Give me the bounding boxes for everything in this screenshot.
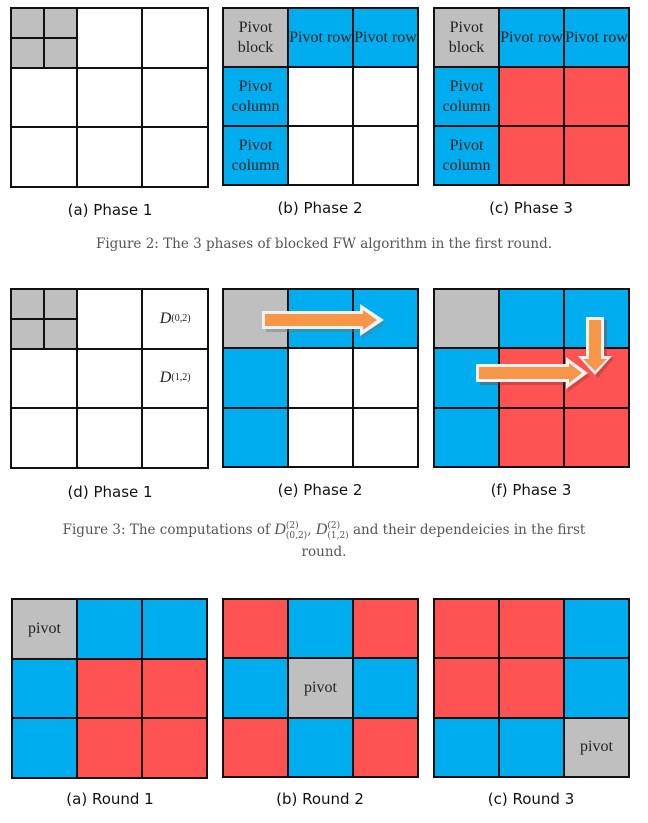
- block: [78, 350, 142, 408]
- block: [435, 659, 498, 716]
- panel-label: (a) Round 1: [66, 790, 154, 808]
- block: [143, 409, 207, 467]
- pivot-row: Pivot row: [289, 9, 352, 66]
- block: [12, 350, 76, 408]
- block: [224, 719, 287, 776]
- block: [78, 660, 141, 718]
- block: [12, 409, 76, 467]
- block: [354, 719, 417, 776]
- phase2-grid: [222, 7, 419, 186]
- block: [354, 127, 417, 184]
- block: [565, 659, 628, 716]
- block: [500, 68, 563, 125]
- block: [354, 659, 417, 716]
- figure-caption: Figure 3: The computations of D (2) (0,2) , D (2) (1,2) and their dependeicies in the first round.: [62, 520, 586, 560]
- pivot-column: Pivot column: [435, 127, 498, 184]
- phase1-grid: [10, 7, 209, 188]
- block: [500, 659, 563, 716]
- d02-label: D (0,2): [143, 290, 207, 348]
- block: [78, 290, 142, 348]
- panel-label: (b) Phase 2: [277, 199, 363, 217]
- block: [565, 127, 628, 184]
- block: [13, 719, 76, 777]
- block: [354, 409, 417, 466]
- block: [143, 660, 206, 718]
- round2-grid: [222, 598, 419, 778]
- phase1-grid: [10, 288, 209, 469]
- pivot-block: Pivot block: [224, 9, 287, 66]
- block: [78, 69, 142, 127]
- block: [224, 600, 287, 657]
- pivot-column: Pivot column: [224, 127, 287, 184]
- block: [143, 719, 206, 777]
- block: [12, 128, 76, 186]
- phase3-grid: [433, 7, 630, 186]
- block: [224, 659, 287, 716]
- panel-label: (c) Phase 3: [489, 199, 573, 217]
- block: [143, 128, 207, 186]
- block: [289, 349, 352, 406]
- block: [500, 719, 563, 776]
- block: [354, 349, 417, 406]
- block: [13, 660, 76, 718]
- pivot-column: [435, 409, 498, 466]
- panel-label: (f) Phase 3: [490, 481, 572, 499]
- block: [354, 600, 417, 657]
- d12-label: D (1,2): [143, 350, 207, 408]
- block: [78, 719, 141, 777]
- panel-label: (c) Round 3: [487, 790, 575, 808]
- round3-grid: [433, 598, 630, 778]
- block: [565, 600, 628, 657]
- block: [143, 600, 206, 658]
- panel-label: (d) Phase 1: [67, 483, 153, 501]
- pivot-row: Pivot row: [354, 9, 417, 66]
- block: [289, 600, 352, 657]
- block: [12, 69, 76, 127]
- right-arrow-icon: [474, 356, 594, 396]
- pivot-row: [500, 290, 563, 347]
- pivot-column: [224, 409, 287, 466]
- round1-grid: [11, 598, 208, 779]
- block: [78, 409, 142, 467]
- right-arrow-icon: [260, 303, 390, 343]
- pivot-block: pivot: [565, 719, 628, 776]
- block: [500, 127, 563, 184]
- pivot-column: [224, 349, 287, 406]
- block: [289, 127, 352, 184]
- panel-label: (e) Phase 2: [277, 481, 363, 499]
- pivot-row: Pivot row: [500, 9, 563, 66]
- pivot-column: Pivot column: [224, 68, 287, 125]
- block: [78, 128, 142, 186]
- pivot-block: Pivot block: [435, 9, 498, 66]
- block: [435, 719, 498, 776]
- pivot-block: [435, 290, 498, 347]
- panel-label: (b) Round 2: [276, 790, 364, 808]
- block: [354, 68, 417, 125]
- block: [289, 68, 352, 125]
- block: [435, 600, 498, 657]
- panel-label: (a) Phase 1: [67, 201, 153, 219]
- block: [565, 68, 628, 125]
- figure-caption: Figure 2: The 3 phases of blocked FW algorithm in the first round.: [95, 236, 553, 252]
- pivot-row: Pivot row: [565, 9, 628, 66]
- block: [143, 69, 207, 127]
- down-arrow-icon: [578, 316, 618, 378]
- pivot-block: pivot: [289, 659, 352, 716]
- block: [143, 9, 207, 67]
- block: [289, 409, 352, 466]
- block: [565, 409, 628, 466]
- pivot-column: Pivot column: [435, 68, 498, 125]
- block: [78, 600, 141, 658]
- pivot-block: pivot: [13, 600, 76, 658]
- pivot-block-subdivided: [12, 9, 76, 67]
- block: [500, 409, 563, 466]
- pivot-block-subdivided: [12, 290, 76, 348]
- block: [78, 9, 142, 67]
- block: [500, 600, 563, 657]
- block: [289, 719, 352, 776]
